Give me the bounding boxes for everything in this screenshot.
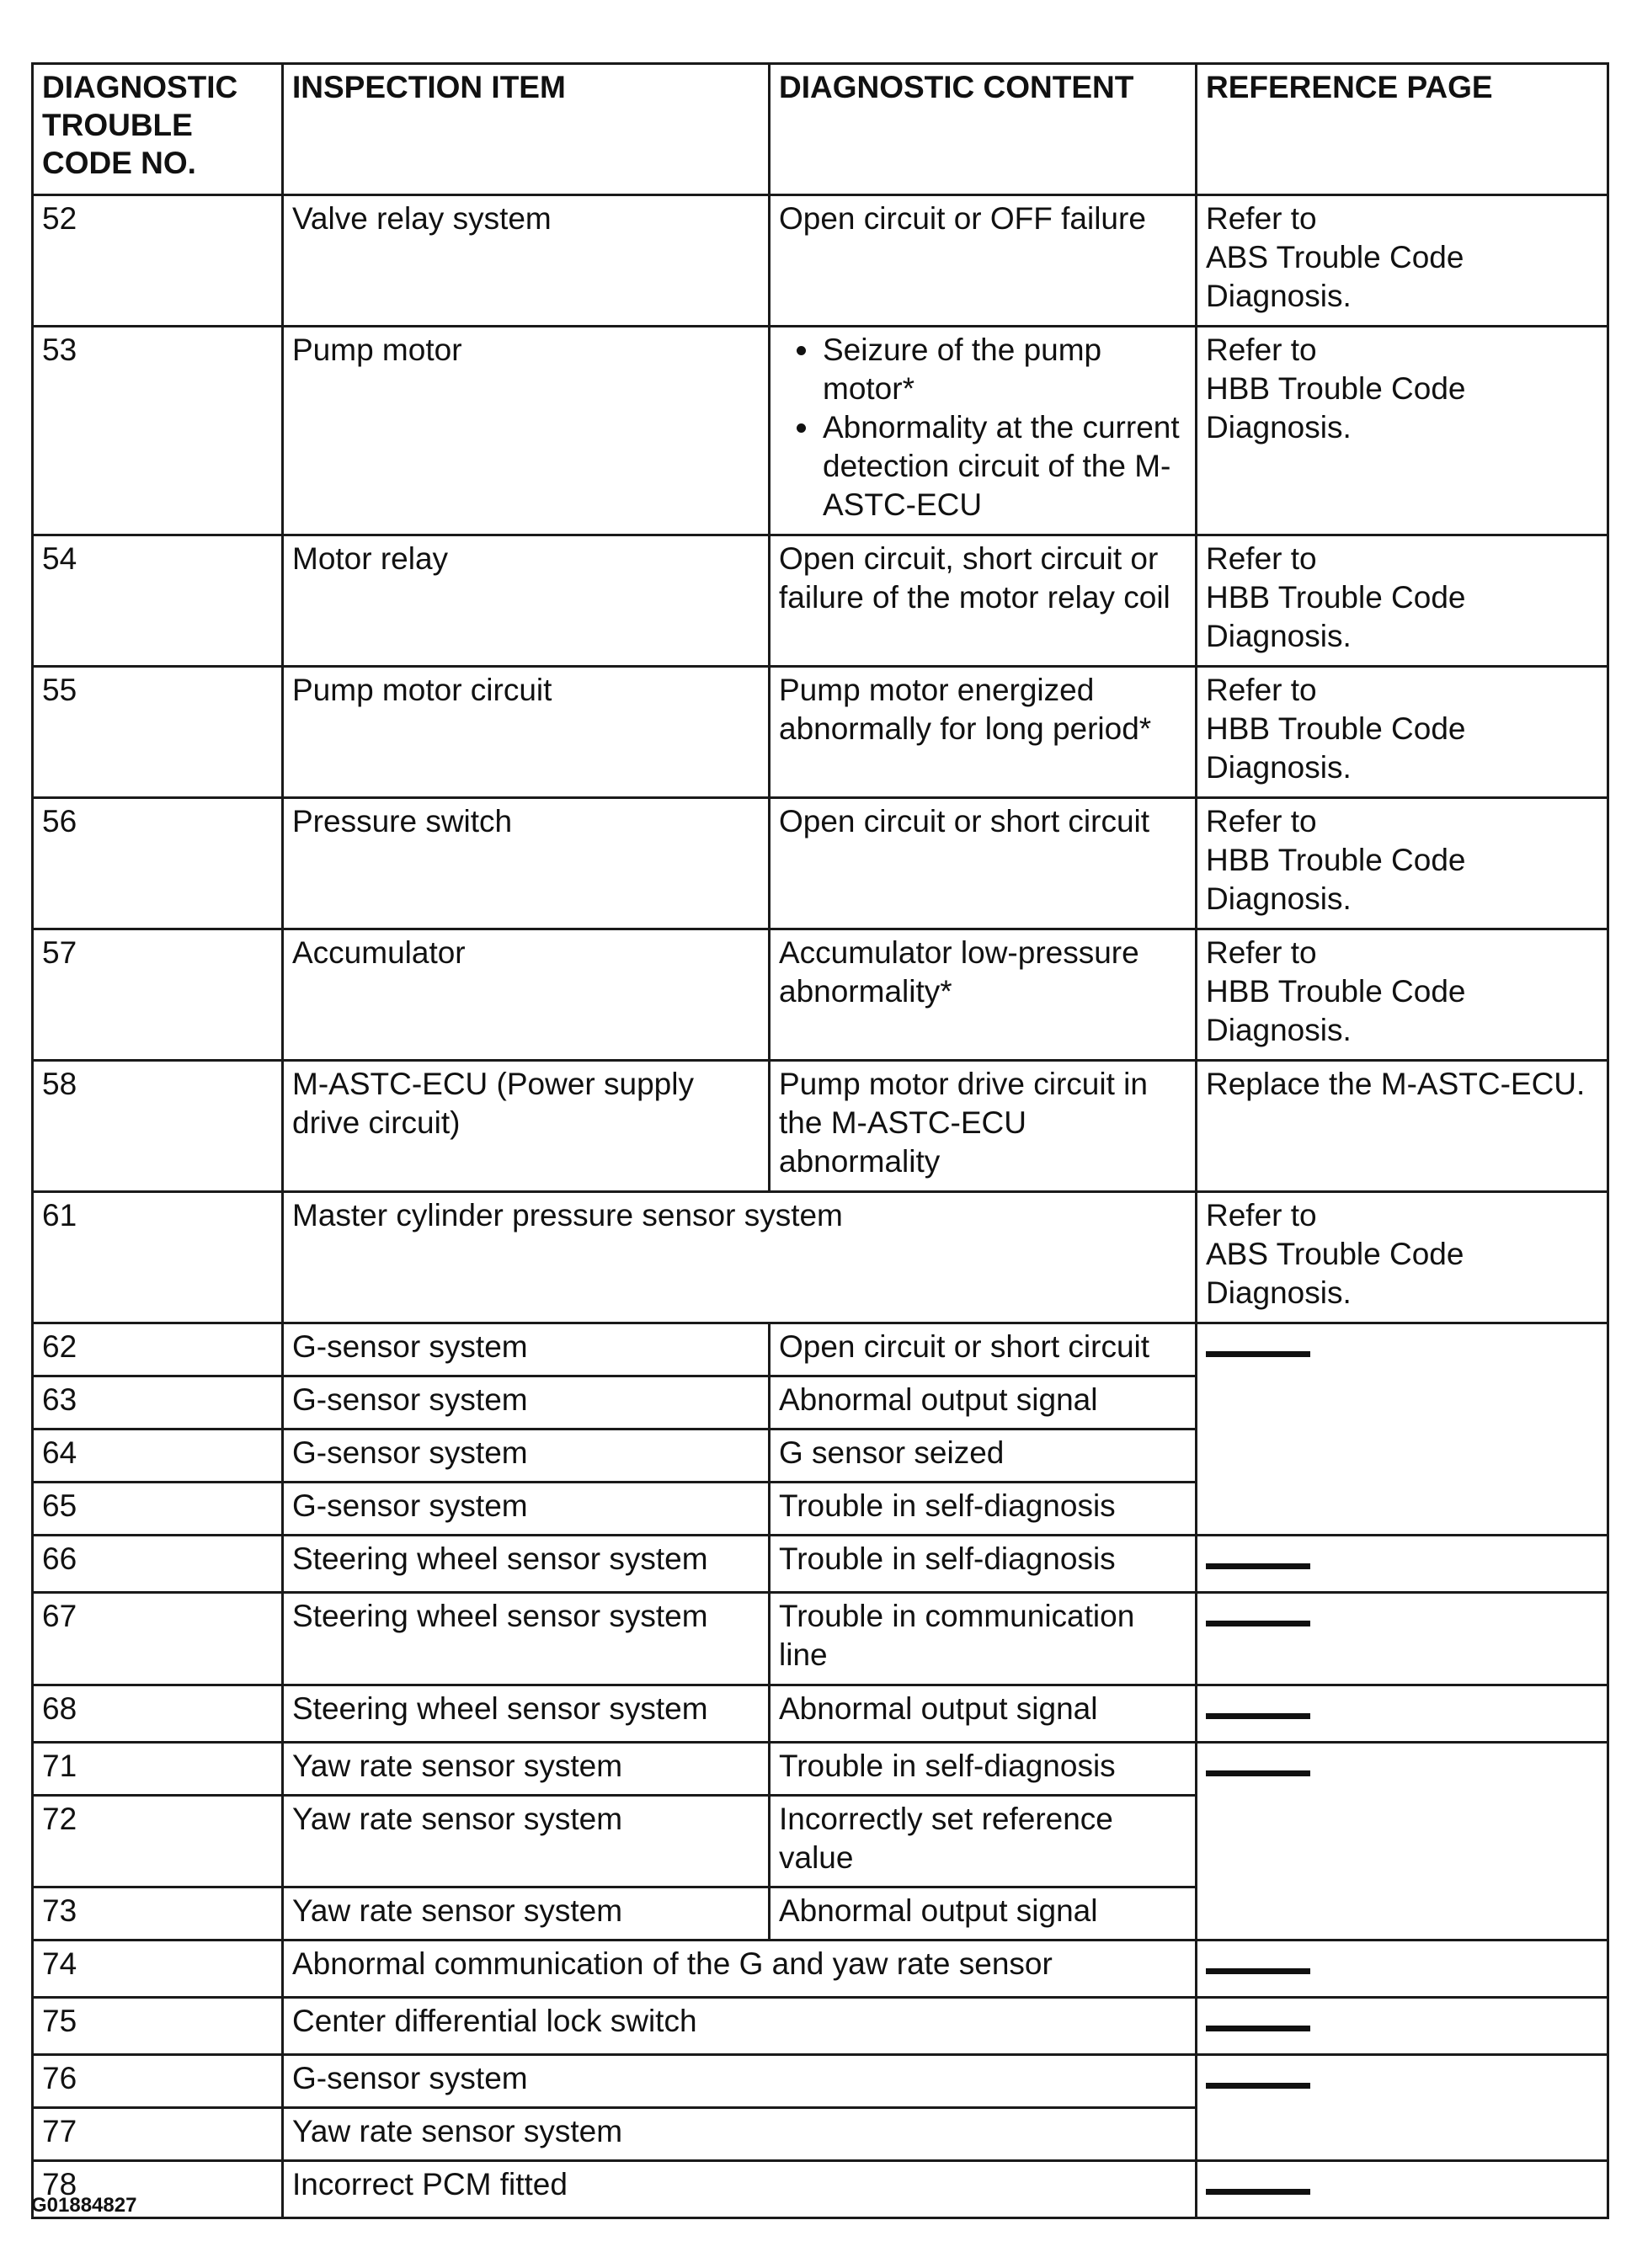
item-cell: Pressure switch	[283, 798, 770, 929]
content-cell: Abnormal output signal	[770, 1376, 1197, 1429]
reference-cell: Refer to HBB Trouble Code Diagnosis.	[1197, 929, 1608, 1061]
reference-cell	[1197, 1323, 1608, 1536]
header-row	[33, 64, 1608, 195]
dash-mark	[1206, 1621, 1310, 1626]
content-cell: Open circuit or short circuit	[770, 798, 1197, 929]
reference-cell: Refer to HBB Trouble Code Diagnosis.	[1197, 535, 1608, 667]
header-inspection-item: INSPECTION ITEM	[283, 64, 770, 195]
code-cell: 54	[33, 535, 283, 667]
table-row	[33, 535, 1608, 667]
dash-mark	[1206, 2083, 1310, 2089]
content-bullet: • Abnormality at the current detection circuit of the M-ASTC-ECU	[821, 408, 1186, 524]
item-cell: Master cylinder pressure sensor system	[283, 1192, 1197, 1323]
code-cell: 71	[33, 1743, 283, 1796]
table-row	[33, 2055, 1608, 2108]
item-cell: G-sensor system	[283, 1323, 770, 1376]
reference-cell	[1197, 2161, 1608, 2218]
reference-cell: Refer to HBB Trouble Code Diagnosis.	[1197, 327, 1608, 535]
header-code: DIAGNOSTIC TROUBLE CODE NO.	[33, 64, 283, 195]
table-row	[33, 667, 1608, 798]
item-cell: M-ASTC-ECU (Power supply drive circuit)	[283, 1061, 770, 1192]
code-cell: 64	[33, 1429, 283, 1483]
reference-cell	[1197, 1743, 1608, 1941]
content-cell: Abnormal output signal	[770, 1685, 1197, 1743]
dash-mark	[1206, 1351, 1310, 1357]
item-cell: Steering wheel sensor system	[283, 1536, 770, 1593]
code-cell: 73	[33, 1887, 283, 1941]
code-cell: 77	[33, 2108, 283, 2161]
content-cell: Open circuit or short circuit	[770, 1323, 1197, 1376]
reference-cell: Refer to ABS Trouble Code Diagnosis.	[1197, 1192, 1608, 1323]
code-cell: 63	[33, 1376, 283, 1429]
reference-cell: Replace the M-ASTC-ECU.	[1197, 1061, 1608, 1192]
item-cell: G-sensor system	[283, 1429, 770, 1483]
content-cell: Trouble in self-diagnosis	[770, 1743, 1197, 1796]
item-cell: Incorrect PCM fitted	[283, 2161, 1197, 2218]
item-cell: G-sensor system	[283, 1483, 770, 1536]
figure-id: G01884827	[31, 2194, 137, 2217]
reference-cell: Refer to ABS Trouble Code Diagnosis.	[1197, 195, 1608, 327]
item-cell: Yaw rate sensor system	[283, 1743, 770, 1796]
content-cell: Trouble in self-diagnosis	[770, 1536, 1197, 1593]
reference-cell	[1197, 1593, 1608, 1685]
table-row	[33, 1941, 1608, 1998]
code-cell: 58	[33, 1061, 283, 1192]
table-row	[33, 2161, 1608, 2218]
content-bullet-list	[779, 331, 1186, 524]
header-diagnostic-content: DIAGNOSTIC CONTENT	[770, 64, 1197, 195]
table-row	[33, 1593, 1608, 1685]
table-row	[33, 1536, 1608, 1593]
code-cell: 76	[33, 2055, 283, 2108]
dash-mark	[1206, 1713, 1310, 1719]
dash-mark	[1206, 2189, 1310, 2195]
item-cell: Yaw rate sensor system	[283, 2108, 1197, 2161]
code-cell: 61	[33, 1192, 283, 1323]
code-cell: 57	[33, 929, 283, 1061]
dash-mark	[1206, 1770, 1310, 1776]
reference-cell	[1197, 2055, 1608, 2161]
table-row	[33, 1998, 1608, 2055]
diagnostic-trouble-code-table	[31, 62, 1609, 2219]
table-row	[33, 327, 1608, 535]
content-cell: Abnormal output signal	[770, 1887, 1197, 1941]
dash-mark	[1206, 1968, 1310, 1974]
reference-cell: Refer to HBB Trouble Code Diagnosis.	[1197, 667, 1608, 798]
content-cell: Open circuit or OFF failure	[770, 195, 1197, 327]
content-cell: Accumulator low-pressure abnormality*	[770, 929, 1197, 1061]
reference-cell	[1197, 1998, 1608, 2055]
header-reference-page: REFERENCE PAGE	[1197, 64, 1608, 195]
code-cell: 68	[33, 1685, 283, 1743]
item-cell: Center differential lock switch	[283, 1998, 1197, 2055]
code-cell: 67	[33, 1593, 283, 1685]
item-cell: Steering wheel sensor system	[283, 1685, 770, 1743]
item-cell: Yaw rate sensor system	[283, 1796, 770, 1887]
code-cell: 66	[33, 1536, 283, 1593]
code-cell: 75	[33, 1998, 283, 2055]
code-cell: 65	[33, 1483, 283, 1536]
item-cell: G-sensor system	[283, 1376, 770, 1429]
table-row	[33, 929, 1608, 1061]
item-cell: Abnormal communication of the G and yaw rate sensor	[283, 1941, 1197, 1998]
dash-mark	[1206, 1563, 1310, 1569]
item-cell: Steering wheel sensor system	[283, 1593, 770, 1685]
item-cell: Pump motor	[283, 327, 770, 535]
table-row	[33, 1192, 1608, 1323]
item-cell: Valve relay system	[283, 195, 770, 327]
content-cell: Pump motor drive circuit in the M-ASTC-ECU abnormality	[770, 1061, 1197, 1192]
table-row	[33, 195, 1608, 327]
content-cell: Incorrectly set reference value	[770, 1796, 1197, 1887]
table-row	[33, 1743, 1608, 1796]
content-cell	[770, 327, 1197, 535]
table-row	[33, 798, 1608, 929]
table-row	[33, 1061, 1608, 1192]
reference-cell	[1197, 1685, 1608, 1743]
item-cell: Motor relay	[283, 535, 770, 667]
item-cell: Pump motor circuit	[283, 667, 770, 798]
item-cell: Yaw rate sensor system	[283, 1887, 770, 1941]
item-cell: Accumulator	[283, 929, 770, 1061]
table-row	[33, 1685, 1608, 1743]
code-cell: 55	[33, 667, 283, 798]
code-cell: 52	[33, 195, 283, 327]
code-cell: 72	[33, 1796, 283, 1887]
item-cell: G-sensor system	[283, 2055, 1197, 2108]
code-cell: 74	[33, 1941, 283, 1998]
code-cell: 53	[33, 327, 283, 535]
content-cell: Open circuit, short circuit or failure of the motor relay coil	[770, 535, 1197, 667]
code-cell: 62	[33, 1323, 283, 1376]
content-cell: Pump motor energized abnormally for long period*	[770, 667, 1197, 798]
content-cell: G sensor seized	[770, 1429, 1197, 1483]
reference-cell	[1197, 1941, 1608, 1998]
content-bullet: • Seizure of the pump motor*	[821, 331, 1186, 408]
content-cell: Trouble in communication line	[770, 1593, 1197, 1685]
table-row	[33, 1323, 1608, 1376]
dash-mark	[1206, 2026, 1310, 2031]
code-cell: 78	[33, 2161, 283, 2218]
reference-cell	[1197, 1536, 1608, 1593]
content-cell: Trouble in self-diagnosis	[770, 1483, 1197, 1536]
reference-cell: Refer to HBB Trouble Code Diagnosis.	[1197, 798, 1608, 929]
code-cell: 56	[33, 798, 283, 929]
